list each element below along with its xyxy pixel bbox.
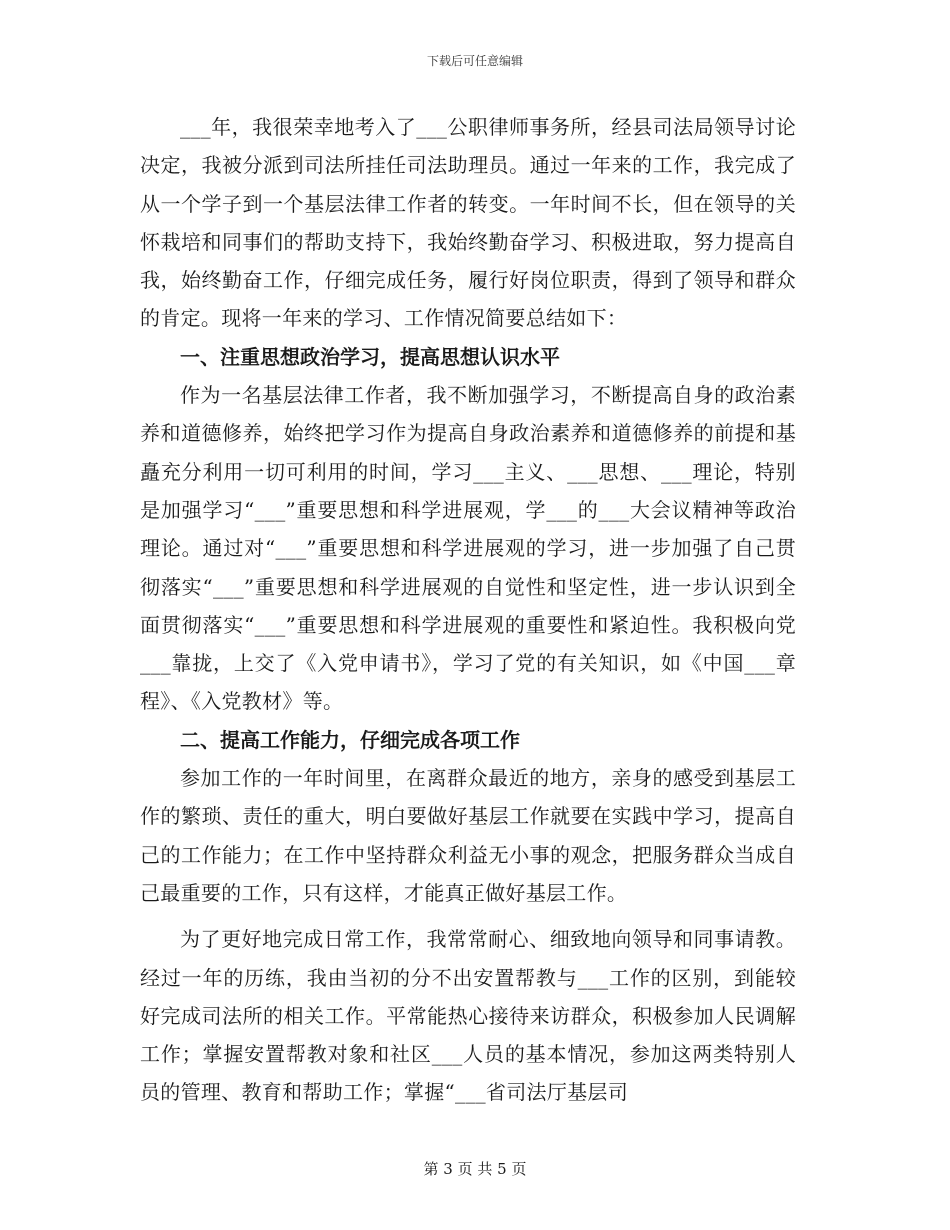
section-2-paragraph-2: 为了更好地完成日常工作，我常常耐心、细致地向领导和同事请教。经过一年的历练，我由当初的分不出安置帮教与___工作的区别，到能较好完成司法所的相关工作。平常能热心接待来访群众，积极参加人民调解工作；掌握安置帮教对象和社区___人员的基本情况，参加这两类特别人员的管理、教育和帮助工作；掌握“___省司法厅基层司 xyxy=(140,927,796,1105)
document-body xyxy=(140,108,796,1112)
section-heading-2: 二、提高工作能力，仔细完成各项工作 xyxy=(180,727,520,752)
section-heading-1: 一、注重思想政治学习，提高思想认识水平 xyxy=(180,344,560,369)
page-number: 第 3 页 共 5 页 xyxy=(423,1160,527,1178)
section-2-paragraph-1: 参加工作的一年时间里，在离群众最近的地方，亲身的感受到基层工作的繁琐、责任的重大，明白要做好基层工作就要在实践中学习，提高自己的工作能力；在工作中坚持群众利益无小事的观念，把服务群众当成自己最重要的工作，只有这样，才能真正做好基层工作。 xyxy=(140,766,796,905)
page-header: 下载后可任意编辑 xyxy=(426,54,523,68)
intro-paragraph: ___年，我很荣幸地考入了___公职律师事务所，经县司法局领导讨论决定，我被分派到司法所挂任司法助理员。通过一年来的工作，我完成了从一个学子到一个基层法律工作者的转变。一年时间不长，但在领导的关怀栽培和同事们的帮助支持下，我始终勤奋学习、积极进取，努力提高自我，始终勤奋工作，仔细完成任务，履行好岗位职责，得到了领导和群众的肯定。现将一年来的学习、工作情况简要总结如下： xyxy=(140,115,796,331)
section-1-paragraph: 作为一名基层法律工作者，我不断加强学习，不断提高自身的政治素养和道德修养，始终把学习作为提高自身政治素养和道德修养的前提和基矗充分利用一切可利用的时间，学习___主义、___思想、___理论，特别是加强学习“___”重要思想和科学进展观，学___的___大会议精神等政治理论。通过对“___”重要思想和科学进展观的学习，进一步加强了自己贯彻落实“___”重要思想和科学进展观的自觉性和坚定性，进一步认识到全面贯彻落实“___”重要思想和科学进展观的重要性和紧迫性。我积极向党___靠拢，上交了《入党申请书》，学习了党的有关知识，如《中国___章程》、《入党教材》等。 xyxy=(140,383,796,714)
paragraph-gap xyxy=(140,912,796,920)
